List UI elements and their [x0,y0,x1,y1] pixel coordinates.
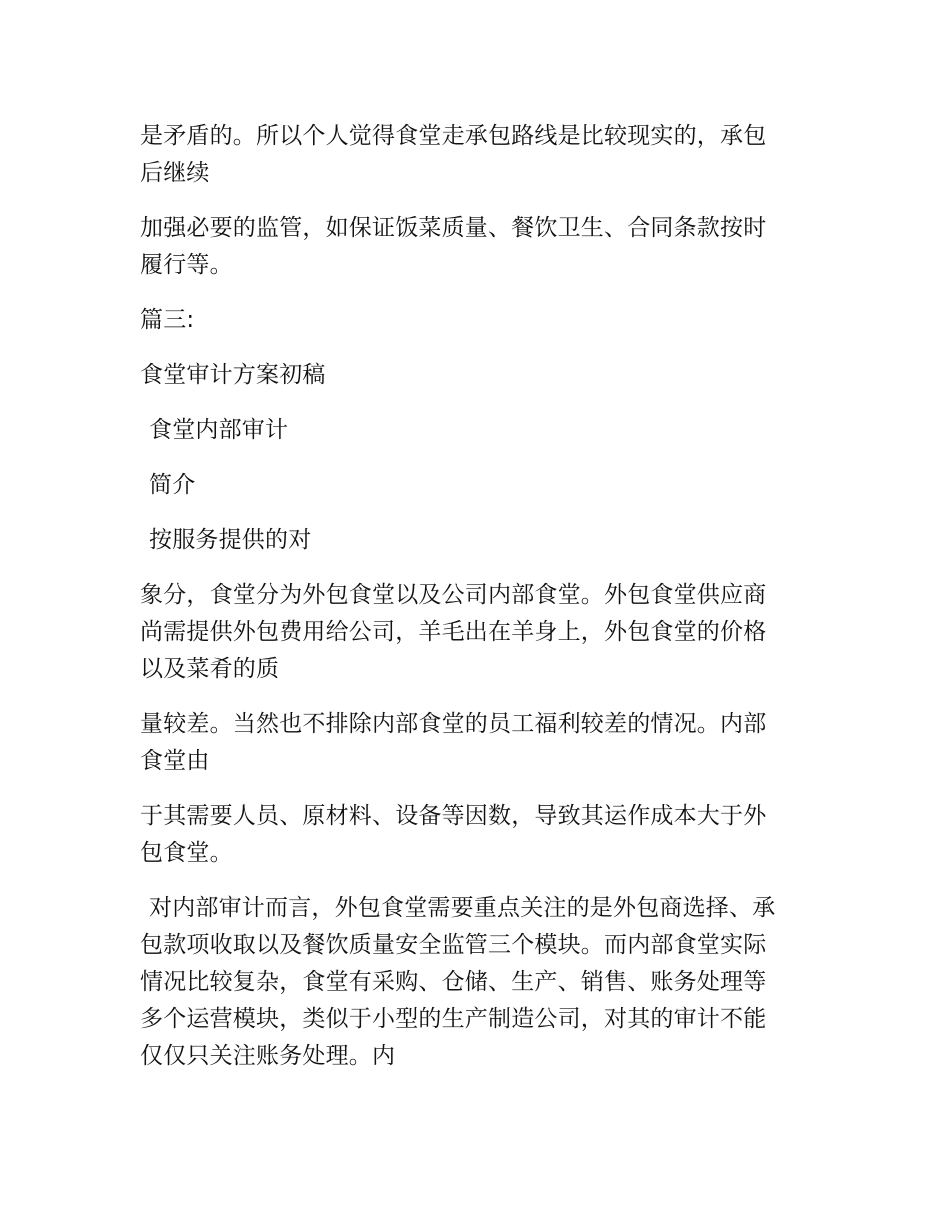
subheading-text: 简介 [149,472,196,498]
text-line: 食堂由 [140,748,210,774]
text-line: 履行等。 [140,252,233,278]
text-line: 仅仅只关注账务处理。内 [140,1043,396,1069]
heading-text: 篇三: [140,307,195,333]
text-line: 于其需要人员、原材料、设备等因数，导致其运作成本大于外 [140,803,767,829]
document-title [140,357,805,394]
text-line: 加强必要的监管，如保证饭菜质量、餐饮卫生、合同条款按时 [140,215,767,241]
text-line: 包食堂。 [140,840,233,866]
text-line: 象分，食堂分为外包食堂以及公司内部食堂。外包食堂供应商 [140,582,767,608]
subheading-text: 食堂内部审计 [149,417,289,443]
paragraph-9 [140,706,805,780]
paragraph-10 [140,798,805,872]
subheading-internal-audit [140,412,805,449]
text-line: 量较差。当然也不排除内部食堂的员工福利较差的情况。内部 [140,711,767,737]
text-line: 对内部审计而言，外包食堂需要重点关注的是外包商选择、承 [149,895,776,921]
paragraph-11 [140,890,805,1075]
section-heading-part-three [140,302,805,339]
text-line: 是矛盾的。所以个人觉得食堂走承包路线是比较现实的，承包 [140,123,767,149]
text-line: 包款项收取以及餐饮质量安全监管三个模块。而内部食堂实际 [140,932,767,958]
text-line: 以及菜肴的质 [140,656,280,682]
text-line: 按服务提供的对 [149,527,312,553]
paragraph-7 [140,522,805,559]
text-line: 情况比较复杂，食堂有采购、仓储、生产、销售、账务处理等 [140,969,767,995]
text-line: 多个运营模块，类似于小型的生产制造公司，对其的审计不能 [140,1006,767,1032]
subheading-introduction [140,467,805,504]
text-line: 后继续 [140,160,210,186]
document-body [140,118,805,1093]
title-text: 食堂审计方案初稿 [140,362,326,388]
paragraph-2 [140,210,805,284]
text-line: 尚需提供外包费用给公司，羊毛出在羊身上，外包食堂的价格 [140,619,767,645]
paragraph-1 [140,118,805,192]
paragraph-8 [140,577,805,688]
